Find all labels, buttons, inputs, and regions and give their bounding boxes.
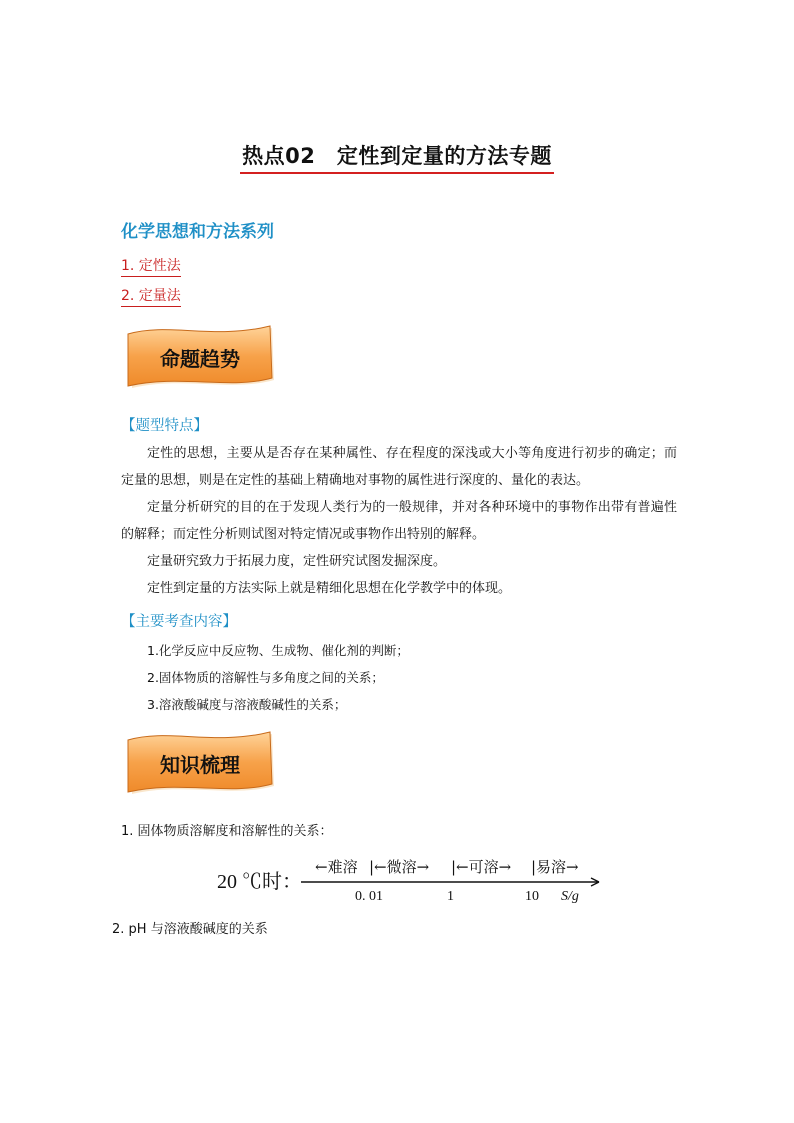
diagram-prefix: 20 ℃时： <box>217 871 302 893</box>
tick-label-1: 1 <box>447 889 454 904</box>
segment-readily-soluble: |易溶→ <box>531 858 579 876</box>
section-features-body <box>121 440 677 602</box>
page-title-text: 热点02 定性到定量的方法专题 <box>240 140 554 174</box>
knowledge-point-1: 1. 固体物质溶解度和溶解性的关系： <box>121 824 333 839</box>
page-title <box>0 140 794 174</box>
paragraph: 定量分析研究的目的在于发现人类行为的一般规律，并对各种环境中的事物作出带有普遍性的解释；而定性分析则试图对特定情况或事物作出特别的解释。 <box>121 500 677 542</box>
list-item: 1.化学反应中反应物、生成物、催化剂的判断； <box>147 643 409 658</box>
segment-soluble: |←可溶→ <box>451 858 512 876</box>
banner-knowledge <box>122 728 282 804</box>
toc-link-qualitative[interactable]: 1. 定性法 <box>121 255 181 277</box>
solubility-scale <box>215 852 615 912</box>
scroll-banner-icon <box>122 322 282 394</box>
solubility-diagram <box>215 852 615 916</box>
section-heading-features: 【题型特点】 <box>121 418 208 434</box>
knowledge-point-2: 2. pH 与溶液酸碱度的关系 <box>112 922 268 937</box>
toc-link-quantitative[interactable]: 2. 定量法 <box>121 285 181 307</box>
tick-label-10: 10 <box>525 889 539 904</box>
series-heading: 化学思想和方法系列 <box>121 222 274 242</box>
paragraph: 定性到定量的方法实际上就是精细化思想在化学教学中的体现。 <box>147 581 512 596</box>
banner-trend <box>122 322 282 398</box>
scroll-banner-icon <box>122 728 282 800</box>
list-item: 2.固体物质的溶解性与多角度之间的关系； <box>147 670 384 685</box>
segment-slightly-soluble: |←微溶→ <box>369 858 430 876</box>
tick-label-0-01: 0. 01 <box>355 889 383 904</box>
paragraph: 定量研究致力于拓展力度，定性研究试图发掘深度。 <box>147 554 447 569</box>
section-heading-content: 【主要考查内容】 <box>121 614 237 630</box>
list-item: 3.溶液酸碱度与溶液酸碱性的关系； <box>147 697 347 712</box>
unit-label: S/g <box>561 889 579 904</box>
paragraph: 定性的思想，主要从是否存在某种属性、存在程度的深浅或大小等角度进行初步的确定；而定量的思想，则是在定性的基础上精确地对事物的属性进行深度的、量化的表达。 <box>121 446 677 488</box>
banner-trend-label: 命题趋势 <box>160 347 240 371</box>
banner-knowledge-label: 知识梳理 <box>160 753 240 777</box>
segment-insoluble: ←难溶 <box>315 858 358 876</box>
